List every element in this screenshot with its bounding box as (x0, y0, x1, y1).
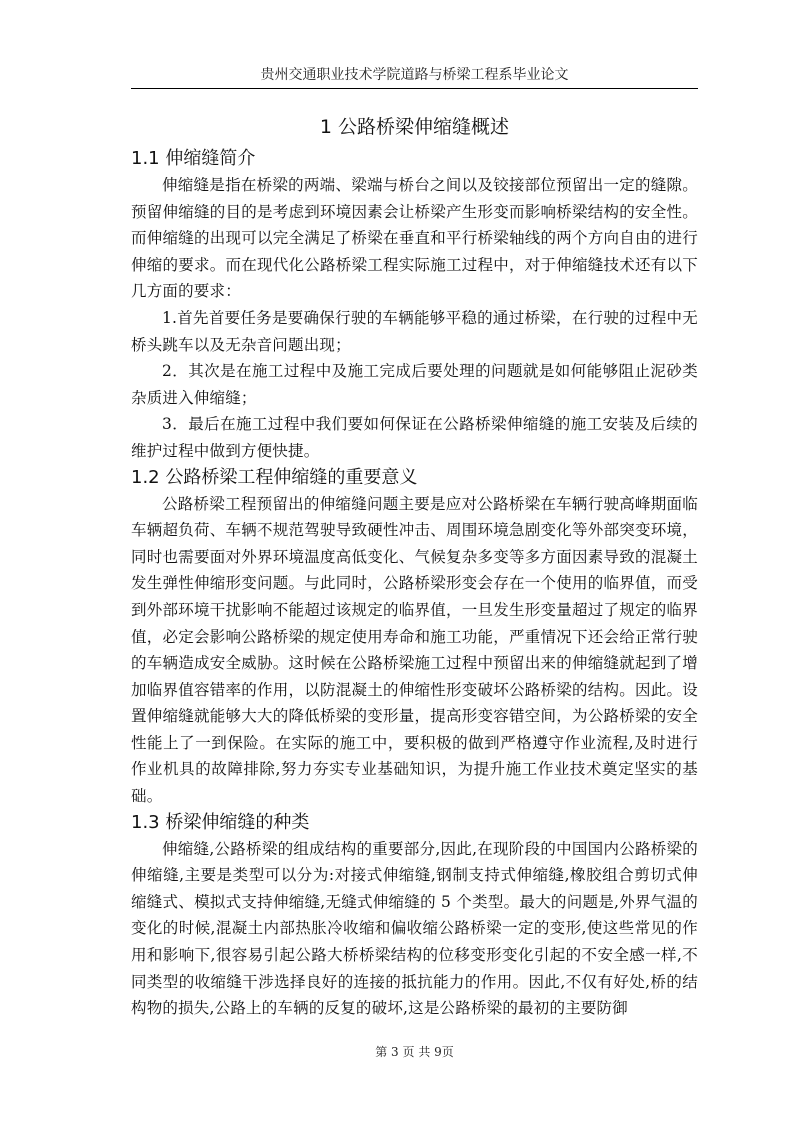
page-body (131, 112, 698, 1022)
paragraph: 公路桥梁工程预留出的伸缩缝问题主要是应对公路桥梁在车辆行驶高峰期面临车辆超负荷、车辆不规范驾驶导致硬性冲击、周围环境急剧变化等外部突变环境，同时也需要面对外界环境温度高低变化、气候复杂多变等多方面因素导致的混凝土发生弹性伸缩形变问题。与此同时，公路桥梁形变会存在一个使用的临界值，而受到外部环境干扰影响不能超过该规定的临界值，一旦发生形变量超过了规定的临界值，必定会影响公路桥梁的规定使用寿命和施工功能，严重情况下还会给正常行驶的车辆造成安全威胁。这时候在公路桥梁施工过程中预留出来的伸缩缝就起到了增加临界值容错率的作用，以防混凝土的伸缩性形变破坏公路桥梁的结构。因此。设置伸缩缝就能够大大的降低桥梁的变形量，提高形变容错空间，为公路桥梁的安全性能上了一到保险。在实际的施工中，要积极的做到严格遵守作业流程,及时进行作业机具的故障排除,努力夯实专业基础知识，为提升施工作业技术奠定坚实的基础。 (131, 494, 698, 806)
running-header: 贵州交通职业技术学院道路与桥梁工程系毕业论文 (260, 67, 569, 83)
section-title-1-1: 1.1 伸缩缝简介 (131, 148, 256, 169)
list-item-requirement-3: 3．最后在施工过程中我们要如何保证在公路桥梁伸缩缝的施工安装及后续的维护过程中做到方便快捷。 (131, 415, 698, 460)
paragraph: 伸缩缝,公路桥梁的组成结构的重要部分,因此,在现阶段的中国国内公路桥梁的伸缩缝,主要是类型可以分为:对接式伸缩缝,钢制支持式伸缩缝,橡胶组合剪切式伸缩缝式、模拟式支持伸缩缝,无缝式伸缩缝的 5 个类型。最大的问题是,外界气温的变化的时候,混凝土内部热胀冷收缩和偏收缩公路桥梁一定的变形,使这些常见的作用和影响下,很容易引起公路大桥桥梁结构的位移变形变化引起的不安全感一样,不同类型的收缩缝干涉选择良好的连接的抵抗能力的作用。因此,不仅有好处,桥的结构物的损失,公路上的车辆的反复的破坏,这是公路桥梁的最初的主要防御 (131, 839, 698, 1018)
page-number-footer: 第 3 页 共 9页 (375, 1045, 454, 1059)
paragraph: 伸缩缝是指在桥梁的两端、梁端与桥台之间以及铰接部位预留出一定的缝隙。预留伸缩缝的目的是考虑到环境因素会让桥梁产生形变而影响桥梁结构的安全性。而伸缩缝的出现可以完全满足了桥梁在垂直和平行桥梁轴线的两个方向自由的进行伸缩的要求。而在现代化公路桥梁工程实际施工过程中，对于伸缩缝技术还有以下几方面的要求： (131, 176, 698, 301)
header-rule (131, 88, 698, 89)
list-item-requirement-2: 2．其次是在施工过程中及施工完成后要处理的问题就是如何能够阻止泥砂类杂质进入伸缩缝； (131, 362, 698, 407)
section-title-1-2: 1.2 公路桥梁工程伸缩缝的重要意义 (131, 466, 418, 488)
chapter-title: 1 公路桥梁伸缩缝概述 (319, 116, 510, 138)
section-title-1-3: 1.3 桥梁伸缩缝的种类 (131, 811, 310, 833)
list-item-requirement-1: 1.首先首要任务是要确保行驶的车辆能够平稳的通过桥梁，在行驶的过程中无桥头跳车以及无杂音问题出现； (131, 308, 698, 354)
